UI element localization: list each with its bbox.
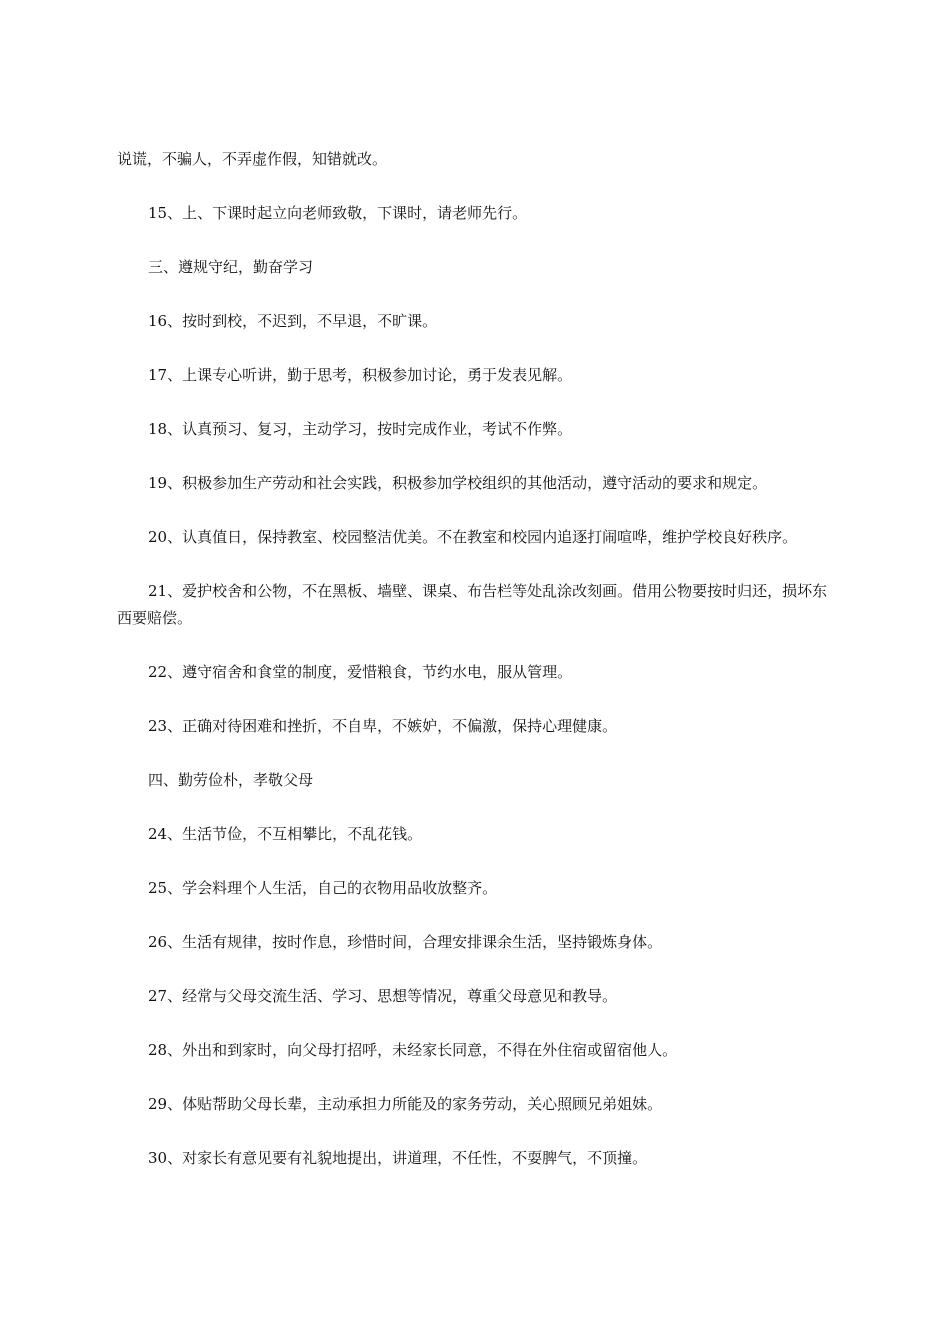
rule-19: 19、积极参加生产劳动和社会实践，积极参加学校组织的其他活动，遵守活动的要求和规定。 (148, 474, 768, 492)
rule-30: 30、对家长有意见要有礼貌地提出，讲道理，不任性，不耍脾气，不顶撞。 (148, 1149, 648, 1167)
rule-15: 15、上、下课时起立向老师致敬，下课时，请老师先行。 (148, 204, 528, 222)
section-heading-4: 四、勤劳俭朴，孝敬父母 (148, 771, 314, 789)
rule-24: 24、生活节俭，不互相攀比，不乱花钱。 (148, 825, 423, 843)
rule-22: 22、遵守宿舍和食堂的制度，爱惜粮食，节约水电，服从管理。 (148, 663, 573, 681)
rule-26: 26、生活有规律，按时作息，珍惜时间，合理安排课余生活，坚持锻炼身体。 (148, 933, 663, 951)
rule-29: 29、体贴帮助父母长辈，主动承担力所能及的家务劳动，关心照顾兄弟姐妹。 (148, 1095, 663, 1113)
section-heading-3: 三、遵规守纪，勤奋学习 (148, 258, 314, 276)
rule-27: 27、经常与父母交流生活、学习、思想等情况，尊重父母意见和教导。 (148, 987, 618, 1005)
rule-16: 16、按时到校，不迟到，不早退，不旷课。 (148, 312, 438, 330)
paragraph-continuation: 说谎，不骗人，不弄虚作假，知错就改。 (117, 150, 388, 168)
rule-28: 28、外出和到家时，向父母打招呼，未经家长同意，不得在外住宿或留宿他人。 (148, 1041, 678, 1059)
rule-18: 18、认真预习、复习，主动学习，按时完成作业，考试不作弊。 (148, 420, 573, 438)
rule-23: 23、正确对待困难和挫折，不自卑，不嫉妒，不偏激，保持心理健康。 (148, 717, 618, 735)
rule-17: 17、上课专心听讲，勤于思考，积极参加讨论，勇于发表见解。 (148, 366, 573, 384)
document-body (117, 146, 842, 1199)
rule-21: 21、爱护校舍和公物，不在黑板、墙壁、课桌、布告栏等处乱涂改刻画。借用公物要按时归还，损坏东西要赔偿。 (117, 582, 828, 627)
rule-20: 20、认真值日，保持教室、校园整洁优美。不在教室和校园内追逐打闹喧哗，维护学校良好秩序。 (148, 528, 798, 546)
rule-25: 25、学会料理个人生活，自己的衣物用品收放整齐。 (148, 879, 498, 897)
